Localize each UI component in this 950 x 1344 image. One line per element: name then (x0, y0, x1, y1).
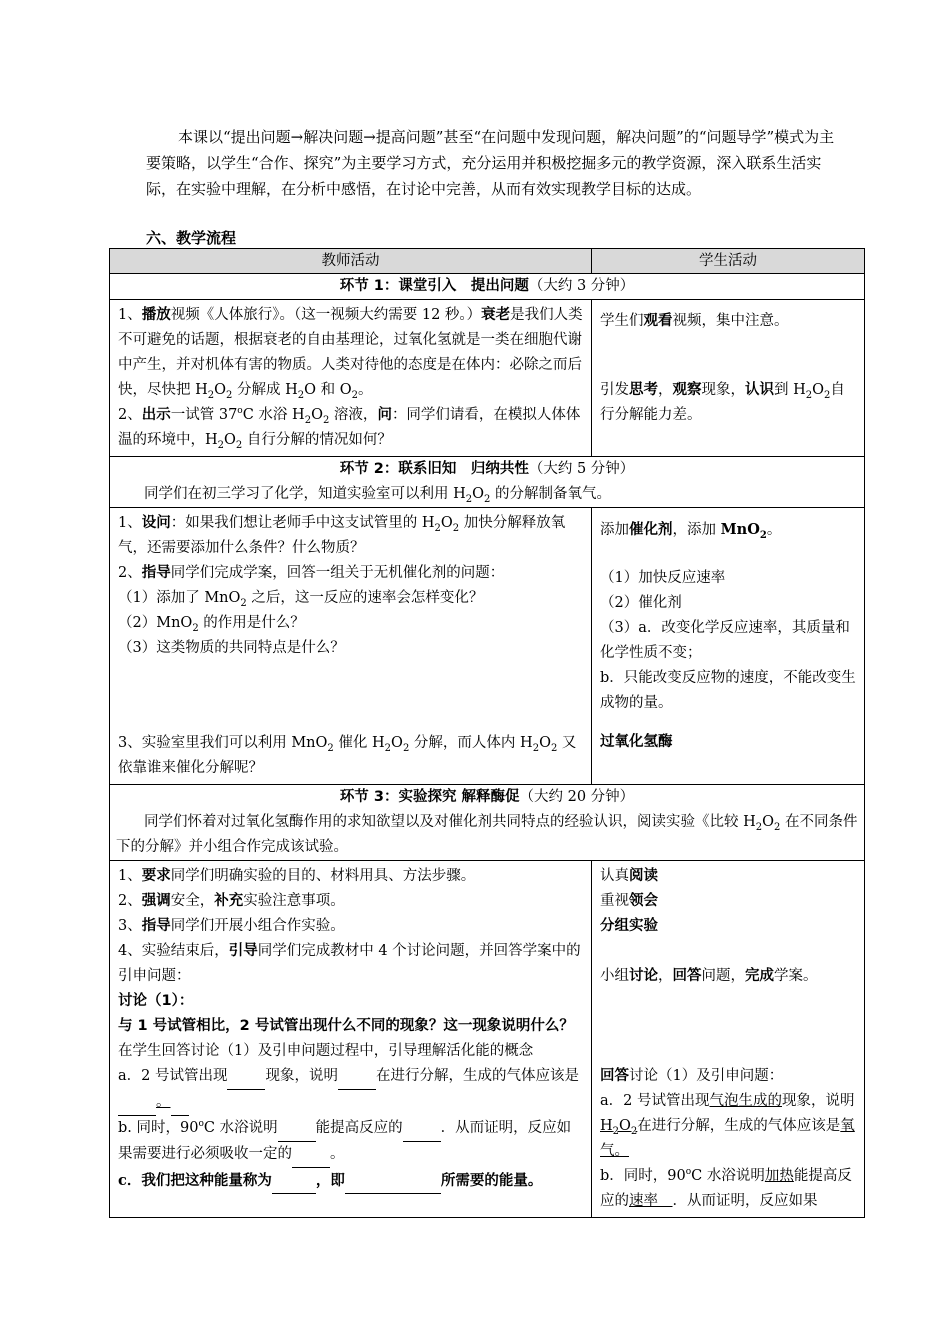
stage3-row (110, 861, 865, 1218)
stage3-teacher-item-4: 4、实验结束后，引导同学们完成教材中 4 个讨论问题，并回答学案中的引申问题： (118, 943, 581, 984)
stage2-teacher-item-2: 2、指导同学们完成学案，回答一组关于无机催化剂的问题： (118, 565, 505, 581)
stage3-student (592, 861, 865, 1218)
stage3-teacher-item-2: 2、强调安全，补充实验注意事项。 (118, 893, 345, 909)
stage2-teacher-item-1: 1、设问：如果我们想让老师手中这支试管里的 $H_2O_2$ 加快分解释放氧气，还需要添加什么条件？什么物质？ (118, 515, 566, 556)
stage2-student-item-1: 添加催化剂，添加 MnO$_2$。 (600, 521, 782, 541)
stage1-row (110, 300, 865, 457)
stage1-student-item-1: 学生们观看视频，集中注意。 (600, 313, 789, 329)
fill-blank-c: c．我们把这种能量称为 ，即 所需要的能量。 (118, 1168, 583, 1194)
stage2-question-3: （3）这类物质的共同特点是什么？ (118, 640, 345, 656)
stage3-student-item-3: 分组实验 (600, 918, 658, 934)
stage3-student-answer-b: b．同时，90$^o$C 水浴说明加热能提高反应的速率 ．从而证明，反应如果 (600, 1167, 852, 1209)
stage1-teacher-item-1: 1、播放视频《人体旅行》。（这一视频大约需要 12 秒。）衰老是我们人类不可避免的话题，根据衰老的自由基理论，过氧化氢就是一类在细胞代谢中产生，并对机体有害的物质。人类对待他的态度是在体内：必除之而后快，尽快把 $H_2O_2$ 分解成 $H_2O$ 和 $O_2$。 (118, 307, 583, 401)
stage2-teacher-item-3: 3、实验室里我们可以利用 MnO$_2$ 催化 $H_2O_2$ 分解，而人体内 $H_2O_2$ 又依靠谁来催化分解呢？ (118, 735, 577, 776)
stage1-title-row (110, 274, 865, 300)
stage2-title-row (110, 457, 865, 508)
stage1-student (592, 300, 865, 457)
table-header-row (110, 249, 865, 274)
stage3-student-item-2: 重视领会 (600, 893, 658, 909)
discussion-title: 讨论（1）： (118, 993, 194, 1009)
stage3-teacher-item-3: 3、指导同学们开展小组合作实验。 (118, 918, 345, 934)
stage2-answer-2: （2）催化剂 (600, 595, 682, 611)
stage2-row (110, 508, 865, 785)
stage1-title: 环节 1：课堂引入 提出问题（大约 3 分钟） (110, 274, 865, 300)
stage2-answer-1: （1）加快反应速率 (600, 570, 726, 586)
intro-paragraph: 本课以“提出问题→解决问题→提高问题”甚至“在问题中发现问题，解决问题”的“问题导学”模式为主要策略，以学生“合作、探究”为主要学习方式，充分运用并积极挖掘多元的教学资源，深入联系生活实际，在实验中理解，在分析中感悟，在讨论中完善，从而有效实现教学目标的达成。 (146, 128, 835, 198)
stage2-description: 同学们在初三学习了化学，知道实验室可以利用 $H_2O_2$ 的分解制备氧气。 (144, 486, 612, 505)
fill-blank-b: b. 同时，90$^o$C 水浴说明 能提高反应的 ．从而证明，反应如果需要进行必须吸收一定的 。 (118, 1116, 583, 1168)
stage1-teacher-item-2: 2、出示一试管 37$^o$C 水浴 $H_2O_2$ 溶液，问：同学们请看，在模拟人体体温的环境中，$H_2O_2$ 自行分解的情况如何？ (118, 406, 581, 451)
stage3-student-answer-a: a．2 号试管出现气泡生成的现象，说明$H_2O_2$在进行分解，生成的气体应该是氧气。 (600, 1093, 855, 1159)
stage2-question-2: （2）MnO$_2$ 的作用是什么？ (118, 615, 305, 634)
stage2-answer-4: b．只能改变反应物的速度，不能改变生成物的量。 (600, 670, 856, 711)
section-heading: 六、教学流程 (146, 229, 237, 247)
stage1-student-item-2: 引发思考，观察现象，认识到 $H_2O_2$自行分解能力差。 (600, 382, 845, 423)
stage3-teacher-item-1: 1、要求同学们明确实验的目的、材料用具、方法步骤。 (118, 868, 476, 884)
stage2-student (592, 508, 865, 785)
fill-blank-a: a．2 号试管出现 现象，说明 在进行分解，生成的气体应该是 。 (118, 1064, 583, 1116)
stage3-student-item-5: 回答讨论（1）及引申问题： (600, 1068, 784, 1084)
stage3-title: 环节 3：实验探究 解释酶促（大约 20 分钟） 同学们怀着对过氧化氢酶作用的求知欲望以及对催化剂共同特点的经验认识，阅读实验《比较 $H_2O_2$ 在不同条件下的分解》并小组合作完成该试验。 (110, 785, 865, 861)
teaching-flow-table (109, 248, 865, 1218)
stage3-teacher (110, 861, 592, 1218)
stage3-student-item-1: 认真阅读 (600, 868, 658, 884)
stage1-teacher (110, 300, 592, 457)
stage2-answer-3: （3）a．改变化学反应速率，其质量和化学性质不变； (600, 620, 850, 661)
stage2-question-1: （1）添加了 MnO$_2$ 之后，这一反应的速率会怎样变化？ (118, 590, 484, 609)
stage3-title-row (110, 785, 865, 861)
stage3-student-item-4: 小组讨论，回答问题，完成学案。 (600, 968, 818, 984)
stage3-description: 同学们怀着对过氧化氢酶作用的求知欲望以及对催化剂共同特点的经验认识，阅读实验《比较 $H_2O_2$ 在不同条件下的分解》并小组合作完成该试验。 (116, 814, 858, 855)
header-teacher: 教师活动 (110, 249, 592, 274)
stage3-teacher-item-5: 在学生回答讨论（1）及引申问题过程中，引导理解活化能的概念 (118, 1043, 534, 1059)
stage2-title: 环节 2：联系旧知 归纳共性（大约 5 分钟） 同学们在初三学习了化学，知道实验室可以利用 $H_2O_2$ 的分解制备氧气。 (110, 457, 865, 508)
header-student: 学生活动 (592, 249, 865, 274)
stage2-answer-enzyme: 过氧化氢酶 (600, 734, 673, 750)
discussion-question: 与 1 号试管相比，2 号试管出现什么不同的现象？这一现象说明什么？ (118, 1018, 574, 1034)
stage2-teacher (110, 508, 592, 785)
